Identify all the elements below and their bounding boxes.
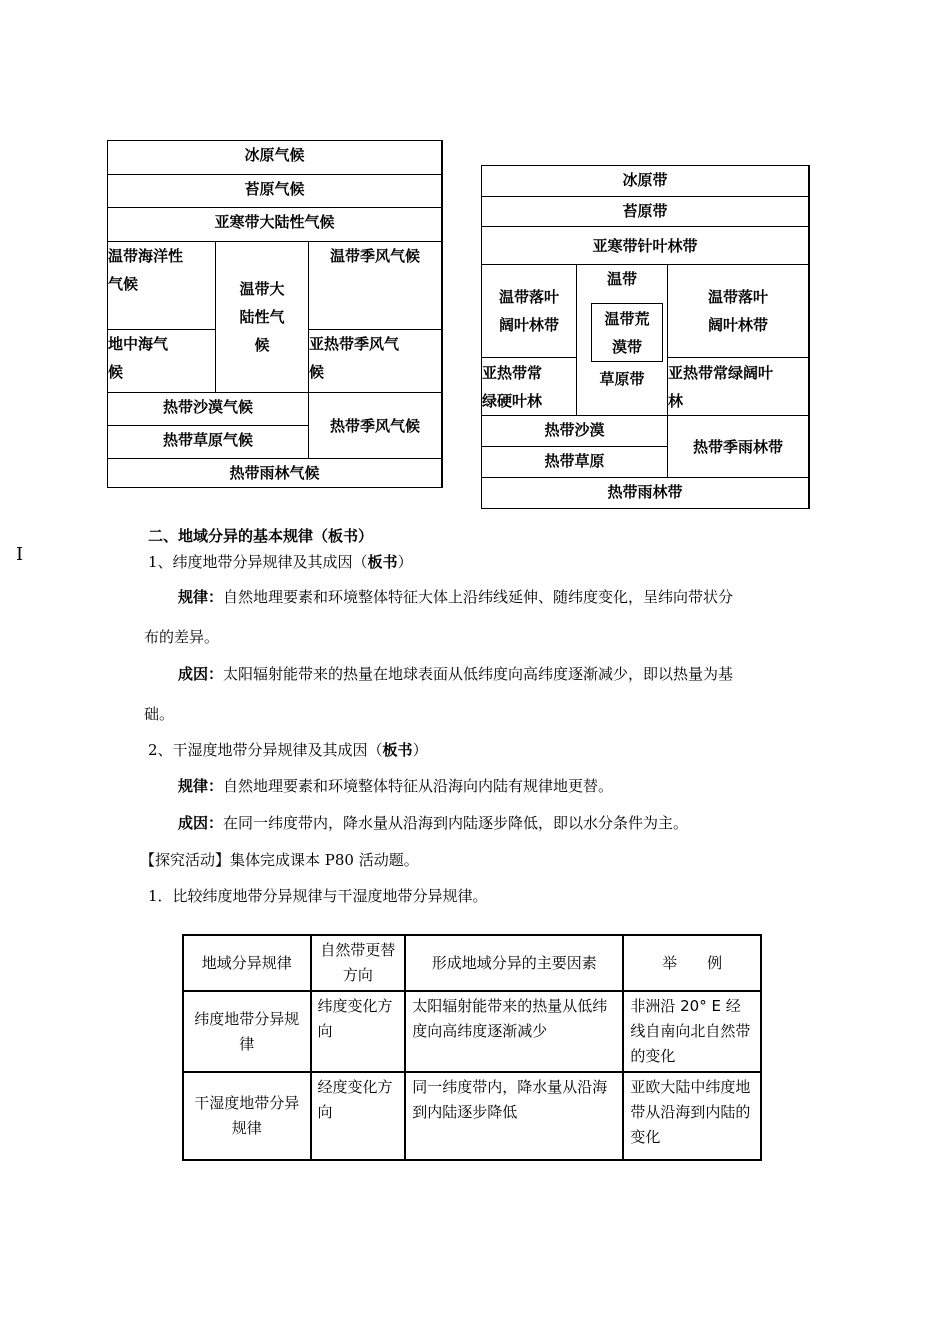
header-example: 举 例 [623,935,761,991]
zone-tropical-desert: 热带沙漠 [482,416,668,447]
climate-tropical-desert: 热带沙漠气候 [108,393,309,426]
zone-temperate: 温带 [577,265,668,358]
item1-law-cont: 布的差异。 [144,628,220,646]
question-1: 1．比较纬度地带分异规律与干湿度地带分异规律。 [148,887,488,905]
climate-subarctic: 亚寒带大陆性气候 [108,208,442,242]
climate-tropical-savanna: 热带草原气候 [108,426,309,459]
zone-tropical-rainforest: 热带雨林带 [482,478,809,508]
row1-direction: 纬度变化方向 [311,991,406,1072]
zone-tundra: 苔原带 [482,197,809,227]
zone-steppe: 草原带 [577,358,668,416]
table-row [183,991,761,1072]
zone-ice: 冰原带 [482,166,809,197]
climate-mediterranean: 地中海气 候 [108,330,216,393]
climate-subtropical-monsoon: 亚热带季风气 候 [309,330,442,393]
climate-tropical-monsoon: 热带季风气候 [309,393,442,459]
zone-deciduous-left: 温带落叶 阔叶林带 [482,265,577,358]
item2-cause: 成因：在同一纬度带内，降水量从沿海到内陆逐步降低，即以水分条件为主。 [178,814,689,832]
zone-evergreen-broadleaf: 亚热带常绿阔叶 林 [668,358,809,416]
climate-tundra: 苔原气候 [108,175,442,208]
zone-sclerophyll: 亚热带常 绿硬叶林 [482,358,577,416]
item1-cause-cont: 础。 [144,705,175,723]
zone-deciduous-right: 温带落叶 阔叶林带 [668,265,809,358]
zone-tropical-monsoon-forest: 热带季雨林带 [668,416,809,478]
zone-tropical-savanna: 热带草原 [482,447,668,478]
table-row [183,1072,761,1160]
header-direction: 自然带更替方向 [311,935,406,991]
header-factor: 形成地域分异的主要因素 [405,935,623,991]
climate-tropical-rainforest: 热带雨林气候 [108,459,442,487]
row2-law: 干湿度地带分异规律 [183,1072,311,1160]
text-cursor: I [16,544,24,565]
item1-cause: 成因：太阳辐射能带来的热量在地球表面从低纬度向高纬度逐渐减少，即以热量为基 [178,665,734,683]
climate-table [107,140,443,488]
item1-law: 规律：自然地理要素和环境整体特征大体上沿纬线延伸、随纬度变化，呈纬向带状分 [178,588,734,606]
section-heading: 二、地域分异的基本规律（板书） [148,527,374,545]
climate-temperate-monsoon: 温带季风气候 [309,242,442,330]
item1-title: 1、纬度地带分异规律及其成因（板书） [148,553,413,571]
row1-law: 纬度地带分异规律 [183,991,311,1072]
zone-taiga: 亚寒带针叶林带 [482,227,809,265]
item2-law: 规律：自然地理要素和环境整体特征从沿海向内陆有规律地更替。 [178,777,614,795]
zone-table [481,165,810,509]
climate-ice: 冰原气候 [108,141,442,175]
activity-line: 【探究活动】集体完成课本 P80 活动题。 [140,851,419,869]
row2-direction: 经度变化方向 [311,1072,406,1160]
item2-title: 2、干湿度地带分异规律及其成因（板书） [148,741,428,759]
comparison-table [182,934,762,1161]
row2-factor: 同一纬度带内，降水量从沿海到内陆逐步降低 [405,1072,623,1160]
row2-example: 亚欧大陆中纬度地带从沿海到内陆的变化 [623,1072,761,1160]
row1-example: 非洲沿 20° E 经线自南向北自然带的变化 [623,991,761,1072]
row1-factor: 太阳辐射能带来的热量从低纬度向高纬度逐渐减少 [405,991,623,1072]
climate-temperate-oceanic: 温带海洋性 气候 [108,242,216,330]
header-law: 地域分异规律 [183,935,311,991]
climate-temperate-continental: 温带大 陆性气 候 [216,242,309,393]
zone-temperate-desert: 温带荒 漠带 [591,303,663,362]
